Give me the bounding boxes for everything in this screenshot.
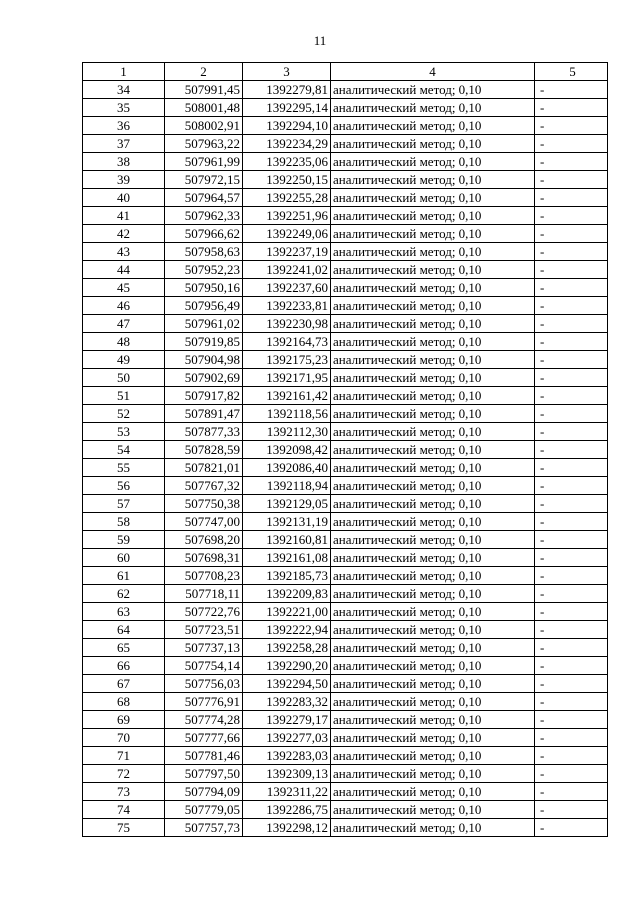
- x-coordinate-cell: 507828,59: [165, 441, 243, 459]
- y-coordinate-cell: 1392279,81: [243, 81, 331, 99]
- method-accuracy-cell: аналитический метод; 0,10: [331, 693, 535, 711]
- table-row: [83, 351, 608, 369]
- description-cell: -: [535, 513, 608, 531]
- y-coordinate-cell: 1392209,83: [243, 585, 331, 603]
- method-accuracy-cell: аналитический метод; 0,10: [331, 495, 535, 513]
- table-row: [83, 279, 608, 297]
- description-cell: -: [535, 315, 608, 333]
- method-accuracy-cell: аналитический метод; 0,10: [331, 351, 535, 369]
- y-coordinate-cell: 1392290,20: [243, 657, 331, 675]
- table-row: [83, 801, 608, 819]
- description-cell: -: [535, 225, 608, 243]
- point-number-cell: 74: [83, 801, 165, 819]
- y-coordinate-cell: 1392241,02: [243, 261, 331, 279]
- method-accuracy-cell: аналитический метод; 0,10: [331, 135, 535, 153]
- point-number-cell: 58: [83, 513, 165, 531]
- y-coordinate-cell: 1392309,13: [243, 765, 331, 783]
- point-number-cell: 60: [83, 549, 165, 567]
- description-cell: -: [535, 783, 608, 801]
- x-coordinate-cell: 507750,38: [165, 495, 243, 513]
- description-cell: -: [535, 297, 608, 315]
- x-coordinate-cell: 507781,46: [165, 747, 243, 765]
- method-accuracy-cell: аналитический метод; 0,10: [331, 639, 535, 657]
- description-cell: -: [535, 603, 608, 621]
- point-number-cell: 56: [83, 477, 165, 495]
- point-number-cell: 42: [83, 225, 165, 243]
- method-accuracy-cell: аналитический метод; 0,10: [331, 621, 535, 639]
- method-accuracy-cell: аналитический метод; 0,10: [331, 729, 535, 747]
- table-row: [83, 81, 608, 99]
- description-cell: -: [535, 549, 608, 567]
- method-accuracy-cell: аналитический метод; 0,10: [331, 261, 535, 279]
- description-cell: -: [535, 171, 608, 189]
- x-coordinate-cell: 508001,48: [165, 99, 243, 117]
- description-cell: -: [535, 747, 608, 765]
- method-accuracy-cell: аналитический метод; 0,10: [331, 675, 535, 693]
- description-cell: -: [535, 639, 608, 657]
- y-coordinate-cell: 1392112,30: [243, 423, 331, 441]
- table-body: [83, 81, 608, 837]
- y-coordinate-cell: 1392235,06: [243, 153, 331, 171]
- method-accuracy-cell: аналитический метод; 0,10: [331, 279, 535, 297]
- description-cell: -: [535, 99, 608, 117]
- method-accuracy-cell: аналитический метод; 0,10: [331, 207, 535, 225]
- table-row: [83, 765, 608, 783]
- point-number-cell: 64: [83, 621, 165, 639]
- point-number-cell: 66: [83, 657, 165, 675]
- x-coordinate-cell: 507950,16: [165, 279, 243, 297]
- x-coordinate-cell: 507756,03: [165, 675, 243, 693]
- method-accuracy-cell: аналитический метод; 0,10: [331, 585, 535, 603]
- point-number-cell: 67: [83, 675, 165, 693]
- table-row: [83, 711, 608, 729]
- method-accuracy-cell: аналитический метод; 0,10: [331, 189, 535, 207]
- x-coordinate-cell: 508002,91: [165, 117, 243, 135]
- header-cell: 5: [535, 63, 608, 81]
- point-number-cell: 75: [83, 819, 165, 837]
- y-coordinate-cell: 1392171,95: [243, 369, 331, 387]
- point-number-cell: 52: [83, 405, 165, 423]
- description-cell: -: [535, 117, 608, 135]
- point-number-cell: 59: [83, 531, 165, 549]
- y-coordinate-cell: 1392098,42: [243, 441, 331, 459]
- point-number-cell: 40: [83, 189, 165, 207]
- y-coordinate-cell: 1392118,94: [243, 477, 331, 495]
- description-cell: -: [535, 207, 608, 225]
- table-header-row: [83, 63, 608, 81]
- point-number-cell: 68: [83, 693, 165, 711]
- description-cell: -: [535, 243, 608, 261]
- y-coordinate-cell: 1392251,96: [243, 207, 331, 225]
- point-number-cell: 45: [83, 279, 165, 297]
- table-row: [83, 477, 608, 495]
- point-number-cell: 50: [83, 369, 165, 387]
- y-coordinate-cell: 1392221,00: [243, 603, 331, 621]
- table-row: [83, 729, 608, 747]
- method-accuracy-cell: аналитический метод; 0,10: [331, 387, 535, 405]
- page-number: 11: [313, 33, 327, 48]
- x-coordinate-cell: 507797,50: [165, 765, 243, 783]
- method-accuracy-cell: аналитический метод; 0,10: [331, 117, 535, 135]
- x-coordinate-cell: 507747,00: [165, 513, 243, 531]
- y-coordinate-cell: 1392086,40: [243, 459, 331, 477]
- y-coordinate-cell: 1392298,12: [243, 819, 331, 837]
- x-coordinate-cell: 507961,99: [165, 153, 243, 171]
- point-number-cell: 73: [83, 783, 165, 801]
- x-coordinate-cell: 507821,01: [165, 459, 243, 477]
- description-cell: -: [535, 675, 608, 693]
- point-number-cell: 57: [83, 495, 165, 513]
- point-number-cell: 38: [83, 153, 165, 171]
- method-accuracy-cell: аналитический метод; 0,10: [331, 801, 535, 819]
- description-cell: -: [535, 567, 608, 585]
- table-row: [83, 585, 608, 603]
- x-coordinate-cell: 507774,28: [165, 711, 243, 729]
- method-accuracy-cell: аналитический метод; 0,10: [331, 369, 535, 387]
- point-number-cell: 72: [83, 765, 165, 783]
- description-cell: -: [535, 153, 608, 171]
- y-coordinate-cell: 1392161,42: [243, 387, 331, 405]
- y-coordinate-cell: 1392161,08: [243, 549, 331, 567]
- y-coordinate-cell: 1392160,81: [243, 531, 331, 549]
- y-coordinate-cell: 1392294,10: [243, 117, 331, 135]
- method-accuracy-cell: аналитический метод; 0,10: [331, 99, 535, 117]
- description-cell: -: [535, 333, 608, 351]
- x-coordinate-cell: 507962,33: [165, 207, 243, 225]
- table-row: [83, 675, 608, 693]
- point-number-cell: 51: [83, 387, 165, 405]
- table-row: [83, 441, 608, 459]
- x-coordinate-cell: 507952,23: [165, 261, 243, 279]
- coordinates-table: [82, 62, 608, 837]
- description-cell: -: [535, 711, 608, 729]
- description-cell: -: [535, 279, 608, 297]
- description-cell: -: [535, 693, 608, 711]
- y-coordinate-cell: 1392249,06: [243, 225, 331, 243]
- method-accuracy-cell: аналитический метод; 0,10: [331, 477, 535, 495]
- description-cell: -: [535, 819, 608, 837]
- table-row: [83, 135, 608, 153]
- method-accuracy-cell: аналитический метод; 0,10: [331, 657, 535, 675]
- description-cell: -: [535, 387, 608, 405]
- x-coordinate-cell: 507966,62: [165, 225, 243, 243]
- method-accuracy-cell: аналитический метод; 0,10: [331, 567, 535, 585]
- y-coordinate-cell: 1392222,94: [243, 621, 331, 639]
- point-number-cell: 49: [83, 351, 165, 369]
- y-coordinate-cell: 1392283,32: [243, 693, 331, 711]
- description-cell: -: [535, 189, 608, 207]
- x-coordinate-cell: 507698,31: [165, 549, 243, 567]
- x-coordinate-cell: 507737,13: [165, 639, 243, 657]
- table-row: [83, 225, 608, 243]
- x-coordinate-cell: 507964,57: [165, 189, 243, 207]
- table-row: [83, 819, 608, 837]
- point-number-cell: 41: [83, 207, 165, 225]
- table-row: [83, 297, 608, 315]
- table-row: [83, 153, 608, 171]
- table-row: [83, 783, 608, 801]
- x-coordinate-cell: 507891,47: [165, 405, 243, 423]
- x-coordinate-cell: 507877,33: [165, 423, 243, 441]
- x-coordinate-cell: 507777,66: [165, 729, 243, 747]
- method-accuracy-cell: аналитический метод; 0,10: [331, 81, 535, 99]
- x-coordinate-cell: 507991,45: [165, 81, 243, 99]
- method-accuracy-cell: аналитический метод; 0,10: [331, 819, 535, 837]
- description-cell: -: [535, 351, 608, 369]
- description-cell: -: [535, 585, 608, 603]
- description-cell: -: [535, 729, 608, 747]
- y-coordinate-cell: 1392283,03: [243, 747, 331, 765]
- method-accuracy-cell: аналитический метод; 0,10: [331, 783, 535, 801]
- y-coordinate-cell: 1392250,15: [243, 171, 331, 189]
- table-row: [83, 261, 608, 279]
- point-number-cell: 71: [83, 747, 165, 765]
- x-coordinate-cell: 507956,49: [165, 297, 243, 315]
- method-accuracy-cell: аналитический метод; 0,10: [331, 297, 535, 315]
- y-coordinate-cell: 1392277,03: [243, 729, 331, 747]
- table-row: [83, 549, 608, 567]
- point-number-cell: 62: [83, 585, 165, 603]
- x-coordinate-cell: 507767,32: [165, 477, 243, 495]
- description-cell: -: [535, 405, 608, 423]
- y-coordinate-cell: 1392129,05: [243, 495, 331, 513]
- x-coordinate-cell: 507972,15: [165, 171, 243, 189]
- description-cell: -: [535, 531, 608, 549]
- y-coordinate-cell: 1392118,56: [243, 405, 331, 423]
- table-row: [83, 657, 608, 675]
- header-cell: 3: [243, 63, 331, 81]
- description-cell: -: [535, 81, 608, 99]
- x-coordinate-cell: 507754,14: [165, 657, 243, 675]
- point-number-cell: 47: [83, 315, 165, 333]
- description-cell: -: [535, 477, 608, 495]
- x-coordinate-cell: 507958,63: [165, 243, 243, 261]
- y-coordinate-cell: 1392230,98: [243, 315, 331, 333]
- x-coordinate-cell: 507917,82: [165, 387, 243, 405]
- x-coordinate-cell: 507779,05: [165, 801, 243, 819]
- description-cell: -: [535, 441, 608, 459]
- point-number-cell: 55: [83, 459, 165, 477]
- description-cell: -: [535, 495, 608, 513]
- method-accuracy-cell: аналитический метод; 0,10: [331, 441, 535, 459]
- y-coordinate-cell: 1392279,17: [243, 711, 331, 729]
- y-coordinate-cell: 1392294,50: [243, 675, 331, 693]
- point-number-cell: 35: [83, 99, 165, 117]
- point-number-cell: 44: [83, 261, 165, 279]
- table-row: [83, 603, 608, 621]
- x-coordinate-cell: 507961,02: [165, 315, 243, 333]
- method-accuracy-cell: аналитический метод; 0,10: [331, 513, 535, 531]
- y-coordinate-cell: 1392164,73: [243, 333, 331, 351]
- y-coordinate-cell: 1392175,23: [243, 351, 331, 369]
- description-cell: -: [535, 135, 608, 153]
- method-accuracy-cell: аналитический метод; 0,10: [331, 603, 535, 621]
- description-cell: -: [535, 657, 608, 675]
- point-number-cell: 65: [83, 639, 165, 657]
- point-number-cell: 53: [83, 423, 165, 441]
- table-row: [83, 513, 608, 531]
- description-cell: -: [535, 423, 608, 441]
- x-coordinate-cell: 507904,98: [165, 351, 243, 369]
- x-coordinate-cell: 507963,22: [165, 135, 243, 153]
- table-row: [83, 99, 608, 117]
- method-accuracy-cell: аналитический метод; 0,10: [331, 153, 535, 171]
- table-row: [83, 531, 608, 549]
- y-coordinate-cell: 1392295,14: [243, 99, 331, 117]
- y-coordinate-cell: 1392237,60: [243, 279, 331, 297]
- y-coordinate-cell: 1392233,81: [243, 297, 331, 315]
- x-coordinate-cell: 507757,73: [165, 819, 243, 837]
- point-number-cell: 61: [83, 567, 165, 585]
- point-number-cell: 39: [83, 171, 165, 189]
- method-accuracy-cell: аналитический метод; 0,10: [331, 459, 535, 477]
- x-coordinate-cell: 507776,91: [165, 693, 243, 711]
- method-accuracy-cell: аналитический метод; 0,10: [331, 243, 535, 261]
- method-accuracy-cell: аналитический метод; 0,10: [331, 333, 535, 351]
- description-cell: -: [535, 261, 608, 279]
- description-cell: -: [535, 621, 608, 639]
- table-row: [83, 315, 608, 333]
- table-row: [83, 243, 608, 261]
- table-row: [83, 567, 608, 585]
- point-number-cell: 48: [83, 333, 165, 351]
- table-row: [83, 171, 608, 189]
- x-coordinate-cell: 507708,23: [165, 567, 243, 585]
- y-coordinate-cell: 1392311,22: [243, 783, 331, 801]
- header-cell: 1: [83, 63, 165, 81]
- table-row: [83, 621, 608, 639]
- x-coordinate-cell: 507718,11: [165, 585, 243, 603]
- method-accuracy-cell: аналитический метод; 0,10: [331, 405, 535, 423]
- header-cell: 4: [331, 63, 535, 81]
- table-row: [83, 387, 608, 405]
- y-coordinate-cell: 1392131,19: [243, 513, 331, 531]
- x-coordinate-cell: 507902,69: [165, 369, 243, 387]
- method-accuracy-cell: аналитический метод; 0,10: [331, 711, 535, 729]
- description-cell: -: [535, 765, 608, 783]
- method-accuracy-cell: аналитический метод; 0,10: [331, 549, 535, 567]
- point-number-cell: 34: [83, 81, 165, 99]
- y-coordinate-cell: 1392234,29: [243, 135, 331, 153]
- table-row: [83, 117, 608, 135]
- y-coordinate-cell: 1392237,19: [243, 243, 331, 261]
- table-row: [83, 423, 608, 441]
- table-row: [83, 747, 608, 765]
- point-number-cell: 69: [83, 711, 165, 729]
- table-row: [83, 333, 608, 351]
- point-number-cell: 43: [83, 243, 165, 261]
- table-row: [83, 369, 608, 387]
- description-cell: -: [535, 801, 608, 819]
- description-cell: -: [535, 369, 608, 387]
- x-coordinate-cell: 507919,85: [165, 333, 243, 351]
- point-number-cell: 37: [83, 135, 165, 153]
- method-accuracy-cell: аналитический метод; 0,10: [331, 225, 535, 243]
- point-number-cell: 36: [83, 117, 165, 135]
- table-row: [83, 405, 608, 423]
- table-row: [83, 207, 608, 225]
- table-row: [83, 495, 608, 513]
- y-coordinate-cell: 1392255,28: [243, 189, 331, 207]
- y-coordinate-cell: 1392185,73: [243, 567, 331, 585]
- x-coordinate-cell: 507698,20: [165, 531, 243, 549]
- y-coordinate-cell: 1392286,75: [243, 801, 331, 819]
- point-number-cell: 70: [83, 729, 165, 747]
- method-accuracy-cell: аналитический метод; 0,10: [331, 531, 535, 549]
- x-coordinate-cell: 507794,09: [165, 783, 243, 801]
- point-number-cell: 54: [83, 441, 165, 459]
- table-row: [83, 693, 608, 711]
- header-cell: 2: [165, 63, 243, 81]
- method-accuracy-cell: аналитический метод; 0,10: [331, 315, 535, 333]
- table-row: [83, 459, 608, 477]
- y-coordinate-cell: 1392258,28: [243, 639, 331, 657]
- method-accuracy-cell: аналитический метод; 0,10: [331, 747, 535, 765]
- method-accuracy-cell: аналитический метод; 0,10: [331, 765, 535, 783]
- x-coordinate-cell: 507723,51: [165, 621, 243, 639]
- table-row: [83, 639, 608, 657]
- description-cell: -: [535, 459, 608, 477]
- method-accuracy-cell: аналитический метод; 0,10: [331, 423, 535, 441]
- point-number-cell: 46: [83, 297, 165, 315]
- point-number-cell: 63: [83, 603, 165, 621]
- x-coordinate-cell: 507722,76: [165, 603, 243, 621]
- method-accuracy-cell: аналитический метод; 0,10: [331, 171, 535, 189]
- table-row: [83, 189, 608, 207]
